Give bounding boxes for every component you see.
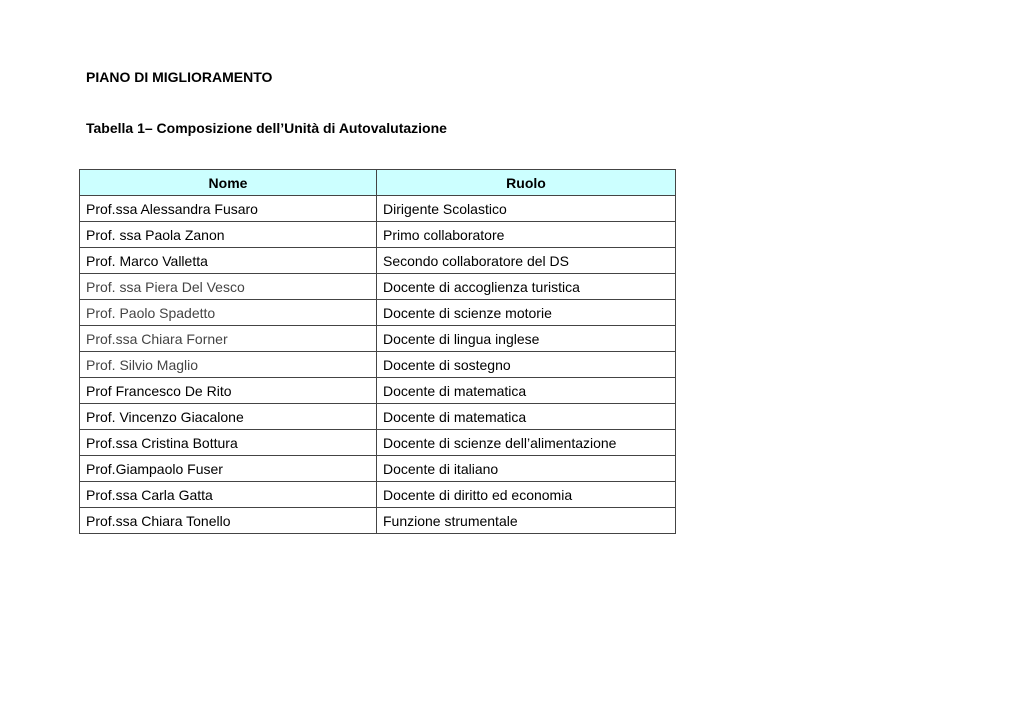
- member-name: Prof. Marco Valletta: [80, 248, 377, 274]
- member-role: Primo collaboratore: [377, 222, 676, 248]
- member-name: Prof.Giampaolo Fuser: [80, 456, 377, 482]
- table-row: [80, 404, 676, 430]
- column-header-role: Ruolo: [377, 170, 676, 196]
- member-name: Prof. Silvio Maglio: [80, 352, 377, 378]
- document-title: PIANO DI MIGLIORAMENTO: [86, 69, 273, 85]
- member-name: Prof.ssa Cristina Bottura: [80, 430, 377, 456]
- member-role: Docente di scienze motorie: [377, 300, 676, 326]
- member-role: Dirigente Scolastico: [377, 196, 676, 222]
- member-name: Prof. Vincenzo Giacalone: [80, 404, 377, 430]
- member-role: Docente di diritto ed economia: [377, 482, 676, 508]
- member-role: Docente di accoglienza turistica: [377, 274, 676, 300]
- member-name: Prof.ssa Chiara Tonello: [80, 508, 377, 534]
- table-row: [80, 326, 676, 352]
- member-role: Docente di matematica: [377, 378, 676, 404]
- self-evaluation-unit-table: [79, 169, 676, 534]
- table-caption: Tabella 1– Composizione dell’Unità di Autovalutazione: [86, 120, 447, 136]
- member-name: Prof Francesco De Rito: [80, 378, 377, 404]
- member-role: Docente di scienze dell’alimentazione: [377, 430, 676, 456]
- table-row: [80, 352, 676, 378]
- member-name: Prof.ssa Carla Gatta: [80, 482, 377, 508]
- table-header-row: [80, 170, 676, 196]
- member-role: Funzione strumentale: [377, 508, 676, 534]
- member-name: Prof. Paolo Spadetto: [80, 300, 377, 326]
- table-row: [80, 274, 676, 300]
- member-name: Prof.ssa Alessandra Fusaro: [80, 196, 377, 222]
- member-name: Prof.ssa Chiara Forner: [80, 326, 377, 352]
- member-role: Secondo collaboratore del DS: [377, 248, 676, 274]
- table-row: [80, 248, 676, 274]
- member-role: Docente di italiano: [377, 456, 676, 482]
- member-name: Prof. ssa Piera Del Vesco: [80, 274, 377, 300]
- column-header-name: Nome: [80, 170, 377, 196]
- member-role: Docente di sostegno: [377, 352, 676, 378]
- table-row: [80, 508, 676, 534]
- member-role: Docente di matematica: [377, 404, 676, 430]
- table-row: [80, 456, 676, 482]
- table-row: [80, 300, 676, 326]
- table-row: [80, 430, 676, 456]
- member-role: Docente di lingua inglese: [377, 326, 676, 352]
- member-name: Prof. ssa Paola Zanon: [80, 222, 377, 248]
- table-row: [80, 196, 676, 222]
- table-row: [80, 222, 676, 248]
- table-row: [80, 482, 676, 508]
- table-row: [80, 378, 676, 404]
